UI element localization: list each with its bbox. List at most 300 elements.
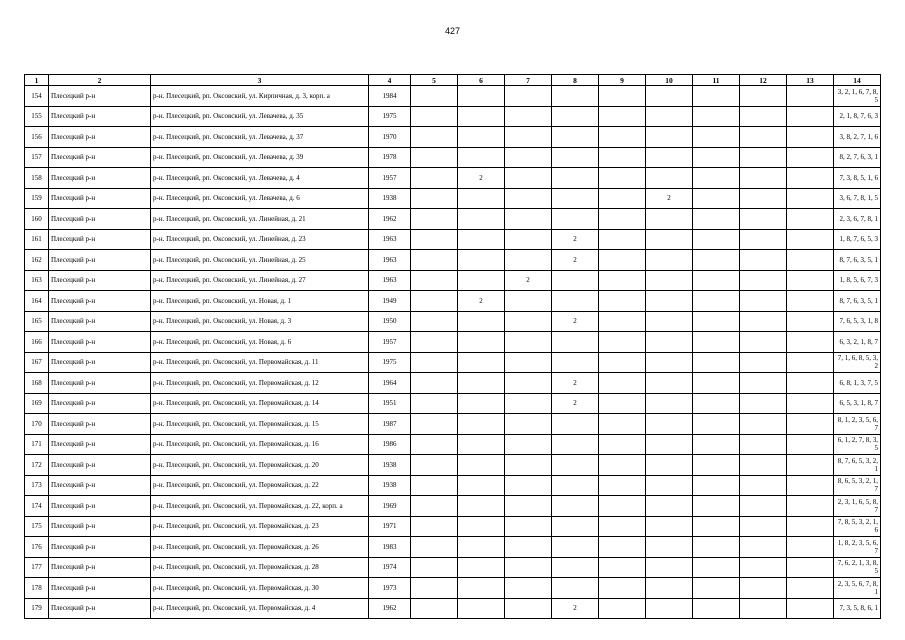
col14-cell: 8, 7, 6, 3, 5, 1	[834, 250, 881, 271]
col6-cell: 2	[458, 291, 505, 312]
year-cell: 1963	[369, 229, 411, 250]
header-cell: 11	[693, 75, 740, 86]
row-number-cell: 178	[25, 578, 49, 599]
district-cell: Плесецкий р-н	[49, 496, 151, 517]
col8-cell	[552, 537, 599, 558]
address-cell: р-н. Плесецкий, рп. Оксовский, ул. Линейная, д. 25	[151, 250, 369, 271]
col5-cell	[411, 393, 458, 414]
col8-cell: 2	[552, 229, 599, 250]
col13-cell	[787, 516, 834, 537]
col11-cell	[693, 250, 740, 271]
col7-cell	[505, 311, 552, 332]
col11-cell	[693, 475, 740, 496]
col12-cell	[740, 434, 787, 455]
address-cell: р-н. Плесецкий, рп. Оксовский, ул. Линейная, д. 21	[151, 209, 369, 230]
data-table	[24, 74, 881, 619]
table-row	[25, 537, 881, 558]
col5-cell	[411, 537, 458, 558]
district-cell: Плесецкий р-н	[49, 352, 151, 373]
header-cell: 13	[787, 75, 834, 86]
col10-cell: 2	[646, 188, 693, 209]
col13-cell	[787, 250, 834, 271]
table-row	[25, 434, 881, 455]
district-cell: Плесецкий р-н	[49, 516, 151, 537]
col6-cell	[458, 188, 505, 209]
col13-cell	[787, 414, 834, 435]
district-cell: Плесецкий р-н	[49, 332, 151, 353]
col10-cell	[646, 557, 693, 578]
col5-cell	[411, 496, 458, 517]
address-cell: р-н. Плесецкий, рп. Оксовский, ул. Первомайская, д. 14	[151, 393, 369, 414]
col6-cell	[458, 598, 505, 619]
col10-cell	[646, 414, 693, 435]
col5-cell	[411, 598, 458, 619]
col8-cell	[552, 291, 599, 312]
address-cell: р-н. Плесецкий, рп. Оксовский, ул. Первомайская, д. 15	[151, 414, 369, 435]
col5-cell	[411, 229, 458, 250]
district-cell: Плесецкий р-н	[49, 86, 151, 107]
table-row	[25, 229, 881, 250]
col14-cell: 8, 7, 6, 3, 5, 1	[834, 291, 881, 312]
col5-cell	[411, 168, 458, 189]
col12-cell	[740, 598, 787, 619]
col10-cell	[646, 455, 693, 476]
col5-cell	[411, 106, 458, 127]
table-row	[25, 291, 881, 312]
col8-cell	[552, 455, 599, 476]
col7-cell	[505, 516, 552, 537]
col8-cell: 2	[552, 250, 599, 271]
col6-cell	[458, 270, 505, 291]
address-cell: р-н. Плесецкий, рп. Оксовский, ул. Первомайская, д. 22, корп. а	[151, 496, 369, 517]
col6-cell	[458, 578, 505, 599]
col11-cell	[693, 106, 740, 127]
col8-cell	[552, 270, 599, 291]
address-cell: р-н. Плесецкий, рп. Оксовский, ул. Левачева, д. 37	[151, 127, 369, 148]
col11-cell	[693, 127, 740, 148]
year-cell: 1950	[369, 311, 411, 332]
col7-cell	[505, 414, 552, 435]
table-row	[25, 311, 881, 332]
col11-cell	[693, 291, 740, 312]
year-cell: 1986	[369, 434, 411, 455]
year-cell: 1971	[369, 516, 411, 537]
col8-cell: 2	[552, 373, 599, 394]
col10-cell	[646, 434, 693, 455]
address-cell: р-н. Плесецкий, рп. Оксовский, ул. Кирпичная, д. 3, корп. а	[151, 86, 369, 107]
address-cell: р-н. Плесецкий, рп. Оксовский, ул. Первомайская, д. 22	[151, 475, 369, 496]
table-row	[25, 106, 881, 127]
table-row	[25, 188, 881, 209]
col12-cell	[740, 537, 787, 558]
year-cell: 1973	[369, 578, 411, 599]
col11-cell	[693, 373, 740, 394]
col9-cell	[599, 516, 646, 537]
col6-cell: 2	[458, 168, 505, 189]
district-cell: Плесецкий р-н	[49, 270, 151, 291]
year-cell: 1969	[369, 496, 411, 517]
col12-cell	[740, 578, 787, 599]
col11-cell	[693, 496, 740, 517]
col10-cell	[646, 537, 693, 558]
table-body	[25, 86, 881, 619]
col9-cell	[599, 147, 646, 168]
col10-cell	[646, 598, 693, 619]
row-number-cell: 158	[25, 168, 49, 189]
col13-cell	[787, 270, 834, 291]
col12-cell	[740, 393, 787, 414]
district-cell: Плесецкий р-н	[49, 414, 151, 435]
col10-cell	[646, 475, 693, 496]
col5-cell	[411, 291, 458, 312]
col14-cell: 7, 3, 5, 8, 6, 1	[834, 598, 881, 619]
table-row	[25, 86, 881, 107]
district-cell: Плесецкий р-н	[49, 557, 151, 578]
col8-cell	[552, 414, 599, 435]
row-number-cell: 156	[25, 127, 49, 148]
col5-cell	[411, 311, 458, 332]
district-cell: Плесецкий р-н	[49, 127, 151, 148]
page-number: 427	[444, 26, 461, 36]
district-cell: Плесецкий р-н	[49, 147, 151, 168]
district-cell: Плесецкий р-н	[49, 168, 151, 189]
row-number-cell: 172	[25, 455, 49, 476]
district-cell: Плесецкий р-н	[49, 250, 151, 271]
row-number-cell: 161	[25, 229, 49, 250]
col9-cell	[599, 352, 646, 373]
row-number-cell: 179	[25, 598, 49, 619]
col14-cell: 7, 3, 8, 5, 1, 6	[834, 168, 881, 189]
district-cell: Плесецкий р-н	[49, 373, 151, 394]
col11-cell	[693, 434, 740, 455]
col13-cell	[787, 188, 834, 209]
col5-cell	[411, 209, 458, 230]
col11-cell	[693, 86, 740, 107]
district-cell: Плесецкий р-н	[49, 393, 151, 414]
year-cell: 1938	[369, 188, 411, 209]
table-row	[25, 414, 881, 435]
col7-cell: 2	[505, 270, 552, 291]
year-cell: 1957	[369, 168, 411, 189]
col7-cell	[505, 434, 552, 455]
col13-cell	[787, 106, 834, 127]
row-number-cell: 155	[25, 106, 49, 127]
col7-cell	[505, 578, 552, 599]
col13-cell	[787, 598, 834, 619]
col10-cell	[646, 373, 693, 394]
col14-cell: 6, 1, 2, 7, 8, 3, 5	[834, 434, 881, 455]
district-cell: Плесецкий р-н	[49, 537, 151, 558]
col11-cell	[693, 393, 740, 414]
table-row	[25, 270, 881, 291]
col5-cell	[411, 516, 458, 537]
year-cell: 1949	[369, 291, 411, 312]
col10-cell	[646, 147, 693, 168]
col12-cell	[740, 475, 787, 496]
col14-cell: 8, 1, 2, 3, 5, 6, 7	[834, 414, 881, 435]
col9-cell	[599, 332, 646, 353]
col14-cell: 2, 3, 6, 7, 8, 1	[834, 209, 881, 230]
row-number-cell: 163	[25, 270, 49, 291]
district-cell: Плесецкий р-н	[49, 311, 151, 332]
col13-cell	[787, 127, 834, 148]
col12-cell	[740, 557, 787, 578]
col5-cell	[411, 414, 458, 435]
year-cell: 1974	[369, 557, 411, 578]
table-row	[25, 557, 881, 578]
district-cell: Плесецкий р-н	[49, 229, 151, 250]
row-number-cell: 166	[25, 332, 49, 353]
address-cell: р-н. Плесецкий, рп. Оксовский, ул. Левачева, д. 6	[151, 188, 369, 209]
col7-cell	[505, 557, 552, 578]
header-cell: 9	[599, 75, 646, 86]
col8-cell	[552, 188, 599, 209]
col5-cell	[411, 332, 458, 353]
col9-cell	[599, 414, 646, 435]
col7-cell	[505, 496, 552, 517]
col6-cell	[458, 475, 505, 496]
col6-cell	[458, 332, 505, 353]
col14-cell: 1, 8, 2, 3, 5, 6, 7	[834, 537, 881, 558]
col7-cell	[505, 475, 552, 496]
table-row	[25, 147, 881, 168]
col12-cell	[740, 373, 787, 394]
col8-cell	[552, 332, 599, 353]
col12-cell	[740, 332, 787, 353]
col12-cell	[740, 106, 787, 127]
col14-cell: 2, 1, 8, 7, 6, 3	[834, 106, 881, 127]
col9-cell	[599, 229, 646, 250]
col5-cell	[411, 352, 458, 373]
col10-cell	[646, 291, 693, 312]
table-row	[25, 455, 881, 476]
header-cell: 3	[151, 75, 369, 86]
col7-cell	[505, 332, 552, 353]
address-cell: р-н. Плесецкий, рп. Оксовский, ул. Первомайская, д. 16	[151, 434, 369, 455]
col10-cell	[646, 86, 693, 107]
col13-cell	[787, 475, 834, 496]
col9-cell	[599, 127, 646, 148]
col10-cell	[646, 578, 693, 599]
row-number-cell: 159	[25, 188, 49, 209]
district-cell: Плесецкий р-н	[49, 578, 151, 599]
year-cell: 1983	[369, 537, 411, 558]
year-cell: 1970	[369, 127, 411, 148]
col10-cell	[646, 393, 693, 414]
col14-cell: 1, 8, 5, 6, 7, 3	[834, 270, 881, 291]
col14-cell: 7, 6, 2, 1, 3, 8, 5	[834, 557, 881, 578]
col10-cell	[646, 127, 693, 148]
col14-cell: 7, 6, 5, 3, 1, 8	[834, 311, 881, 332]
col8-cell: 2	[552, 598, 599, 619]
col11-cell	[693, 455, 740, 476]
table-row	[25, 475, 881, 496]
table-row	[25, 496, 881, 517]
col9-cell	[599, 475, 646, 496]
address-cell: р-н. Плесецкий, рп. Оксовский, ул. Первомайская, д. 26	[151, 537, 369, 558]
col6-cell	[458, 516, 505, 537]
header-cell: 12	[740, 75, 787, 86]
row-number-cell: 165	[25, 311, 49, 332]
col8-cell	[552, 352, 599, 373]
col13-cell	[787, 557, 834, 578]
col7-cell	[505, 250, 552, 271]
header-cell: 7	[505, 75, 552, 86]
col12-cell	[740, 455, 787, 476]
address-cell: р-н. Плесецкий, рп. Оксовский, ул. Новая, д. 6	[151, 332, 369, 353]
col14-cell: 3, 6, 7, 8, 1, 5	[834, 188, 881, 209]
district-cell: Плесецкий р-н	[49, 291, 151, 312]
address-cell: р-н. Плесецкий, рп. Оксовский, ул. Линейная, д. 23	[151, 229, 369, 250]
col10-cell	[646, 496, 693, 517]
year-cell: 1962	[369, 598, 411, 619]
district-cell: Плесецкий р-н	[49, 434, 151, 455]
col7-cell	[505, 86, 552, 107]
col12-cell	[740, 188, 787, 209]
header-cell: 8	[552, 75, 599, 86]
table-row	[25, 168, 881, 189]
col12-cell	[740, 414, 787, 435]
table-row	[25, 578, 881, 599]
col12-cell	[740, 270, 787, 291]
col10-cell	[646, 516, 693, 537]
col13-cell	[787, 352, 834, 373]
col5-cell	[411, 373, 458, 394]
row-number-cell: 154	[25, 86, 49, 107]
address-cell: р-н. Плесецкий, рп. Оксовский, ул. Первомайская, д. 30	[151, 578, 369, 599]
col13-cell	[787, 373, 834, 394]
row-number-cell: 164	[25, 291, 49, 312]
col12-cell	[740, 496, 787, 517]
col7-cell	[505, 393, 552, 414]
col11-cell	[693, 578, 740, 599]
col11-cell	[693, 537, 740, 558]
district-cell: Плесецкий р-н	[49, 598, 151, 619]
col10-cell	[646, 168, 693, 189]
col7-cell	[505, 147, 552, 168]
col5-cell	[411, 270, 458, 291]
col6-cell	[458, 250, 505, 271]
col13-cell	[787, 229, 834, 250]
col10-cell	[646, 311, 693, 332]
table-row	[25, 209, 881, 230]
col5-cell	[411, 455, 458, 476]
col5-cell	[411, 147, 458, 168]
col13-cell	[787, 578, 834, 599]
row-number-cell: 171	[25, 434, 49, 455]
col12-cell	[740, 229, 787, 250]
col7-cell	[505, 537, 552, 558]
col12-cell	[740, 168, 787, 189]
col7-cell	[505, 229, 552, 250]
col14-cell: 7, 8, 5, 3, 2, 1, 6	[834, 516, 881, 537]
col11-cell	[693, 270, 740, 291]
address-cell: р-н. Плесецкий, рп. Оксовский, ул. Новая, д. 1	[151, 291, 369, 312]
col12-cell	[740, 209, 787, 230]
col6-cell	[458, 106, 505, 127]
col5-cell	[411, 250, 458, 271]
year-cell: 1964	[369, 373, 411, 394]
district-cell: Плесецкий р-н	[49, 188, 151, 209]
year-cell: 1963	[369, 250, 411, 271]
col9-cell	[599, 311, 646, 332]
header-row	[25, 75, 881, 86]
row-number-cell: 175	[25, 516, 49, 537]
col6-cell	[458, 393, 505, 414]
col13-cell	[787, 537, 834, 558]
col11-cell	[693, 598, 740, 619]
col9-cell	[599, 557, 646, 578]
col12-cell	[740, 250, 787, 271]
col6-cell	[458, 373, 505, 394]
col11-cell	[693, 557, 740, 578]
col12-cell	[740, 516, 787, 537]
header-cell: 14	[834, 75, 881, 86]
col12-cell	[740, 147, 787, 168]
year-cell: 1978	[369, 147, 411, 168]
col10-cell	[646, 229, 693, 250]
col11-cell	[693, 229, 740, 250]
col7-cell	[505, 352, 552, 373]
col7-cell	[505, 455, 552, 476]
address-cell: р-н. Плесецкий, рп. Оксовский, ул. Левачева, д. 35	[151, 106, 369, 127]
col13-cell	[787, 86, 834, 107]
col9-cell	[599, 537, 646, 558]
col8-cell	[552, 86, 599, 107]
col13-cell	[787, 332, 834, 353]
col14-cell: 8, 2, 7, 6, 3, 1	[834, 147, 881, 168]
col8-cell	[552, 496, 599, 517]
col9-cell	[599, 106, 646, 127]
address-cell: р-н. Плесецкий, рп. Оксовский, ул. Левачева, д. 4	[151, 168, 369, 189]
col8-cell	[552, 578, 599, 599]
col13-cell	[787, 168, 834, 189]
col6-cell	[458, 209, 505, 230]
header-cell: 10	[646, 75, 693, 86]
col9-cell	[599, 373, 646, 394]
row-number-cell: 162	[25, 250, 49, 271]
col9-cell	[599, 393, 646, 414]
col13-cell	[787, 291, 834, 312]
col11-cell	[693, 311, 740, 332]
col7-cell	[505, 291, 552, 312]
table-row	[25, 373, 881, 394]
row-number-cell: 168	[25, 373, 49, 394]
col7-cell	[505, 168, 552, 189]
col10-cell	[646, 250, 693, 271]
col6-cell	[458, 352, 505, 373]
year-cell: 1951	[369, 393, 411, 414]
address-cell: р-н. Плесецкий, рп. Оксовский, ул. Первомайская, д. 11	[151, 352, 369, 373]
col8-cell	[552, 209, 599, 230]
col14-cell: 2, 3, 5, 6, 7, 8, 1	[834, 578, 881, 599]
col7-cell	[505, 106, 552, 127]
col9-cell	[599, 434, 646, 455]
col11-cell	[693, 516, 740, 537]
col10-cell	[646, 106, 693, 127]
col10-cell	[646, 209, 693, 230]
col7-cell	[505, 188, 552, 209]
col9-cell	[599, 209, 646, 230]
address-cell: р-н. Плесецкий, рп. Оксовский, ул. Первомайская, д. 12	[151, 373, 369, 394]
col8-cell	[552, 475, 599, 496]
col11-cell	[693, 332, 740, 353]
col14-cell: 6, 3, 2, 1, 8, 7	[834, 332, 881, 353]
col7-cell	[505, 598, 552, 619]
col12-cell	[740, 352, 787, 373]
col6-cell	[458, 86, 505, 107]
col6-cell	[458, 147, 505, 168]
